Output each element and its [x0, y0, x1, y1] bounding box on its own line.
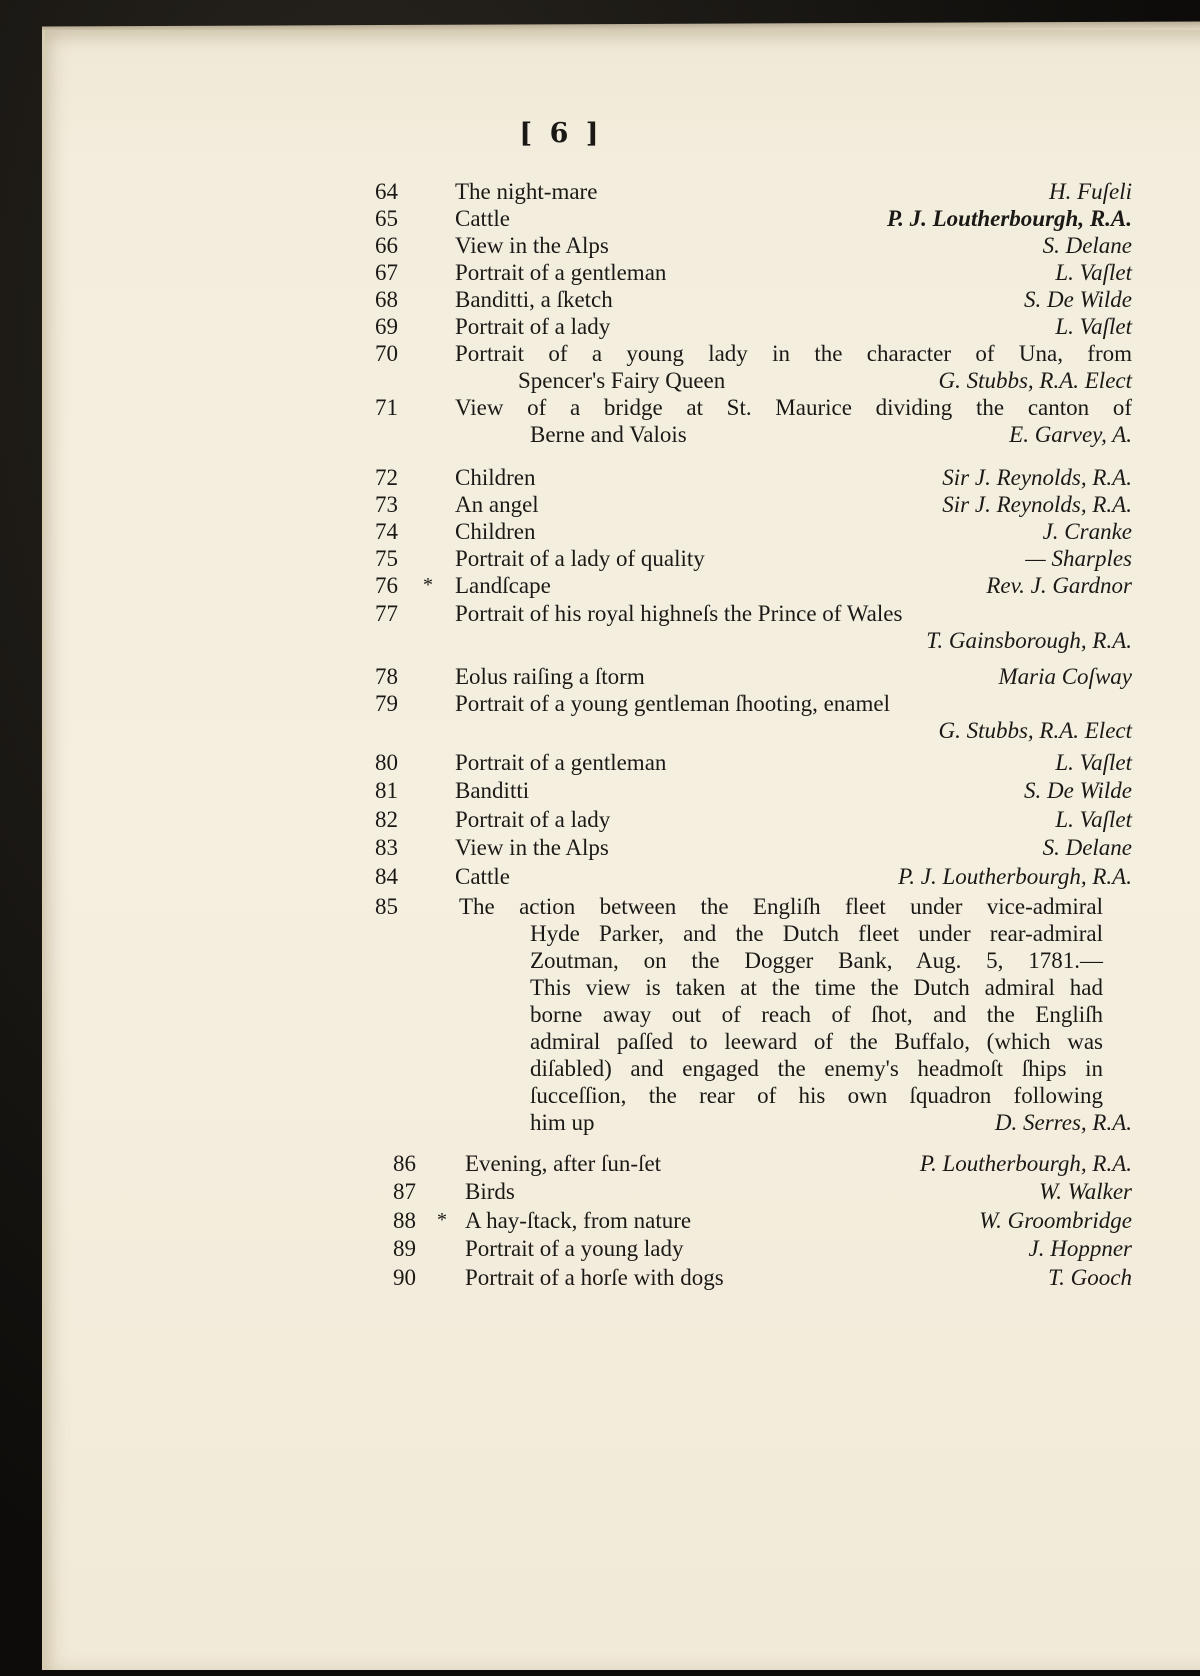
entry-title: Birds	[465, 1179, 515, 1204]
catalogue-entry	[0, 1235, 1200, 1262]
entry-title: View of a bridge at St. Maurice dividing the canton of	[455, 395, 1132, 420]
catalogue-entry	[0, 777, 1200, 804]
catalogue-entry	[0, 663, 1200, 690]
entry-artist: P. J. Loutherbourgh, R.A.	[887, 206, 1132, 231]
entry-number: 78	[375, 664, 398, 689]
catalogue-entry	[0, 464, 1200, 491]
entry-title: Portrait of a horſe with dogs	[465, 1265, 724, 1290]
entry-number: 75	[375, 546, 398, 571]
entry-title: Children	[455, 465, 536, 490]
entry-artist: S. De Wilde	[1024, 287, 1132, 312]
entry-artist: S. Delane	[1042, 835, 1132, 860]
entry-artist: G. Stubbs, R.A. Elect	[938, 718, 1132, 743]
page-number-header: [ 6 ]	[519, 118, 603, 149]
entry-number: 73	[375, 492, 398, 517]
entry-number: 64	[375, 179, 398, 204]
entry-title: Portrait of a lady	[455, 314, 611, 339]
entry-artist: J. Hoppner	[1028, 1236, 1132, 1261]
entry-title: Portrait of a lady	[455, 807, 611, 832]
entry-number: 67	[375, 260, 398, 285]
entry-number: 88	[393, 1208, 416, 1233]
entry-title: Evening, after ſun-ſet	[465, 1151, 662, 1176]
catalogue-entry	[0, 572, 1200, 599]
entry-artist: Rev. J. Gardnor	[986, 573, 1132, 598]
entry-artist: Maria Coſway	[998, 664, 1132, 689]
entry-number: 90	[393, 1265, 416, 1290]
entry-title: Banditti, a ſketch	[455, 287, 613, 312]
catalogue-entry	[0, 834, 1200, 861]
entry-title: View in the Alps	[455, 835, 609, 860]
entry-number: 82	[375, 807, 398, 832]
catalogue-entry	[0, 259, 1200, 286]
entry-number: 74	[375, 519, 398, 544]
entry-number: 76	[375, 573, 398, 598]
entry-artist: S. Delane	[1042, 233, 1132, 258]
entry-title-continuation: Hyde Parker, and the Dutch fleet under rear-admiral	[530, 921, 1103, 946]
entry-number: 83	[375, 835, 398, 860]
entry-number: 81	[375, 778, 398, 803]
entry-title: Portrait of his royal highneſs the Prince of Wales	[455, 601, 903, 626]
entry-number: 80	[375, 750, 398, 775]
asterisk-mark: *	[423, 574, 433, 596]
catalogue-entry	[0, 178, 1200, 205]
entry-artist: L. Vaſlet	[1055, 260, 1132, 285]
entry-artist: L. Vaſlet	[1055, 750, 1132, 775]
entry-title: The action between the Engliſh fleet under vice-admiral	[459, 894, 1103, 919]
catalogue-entry	[0, 518, 1200, 545]
entry-artist: L. Vaſlet	[1055, 314, 1132, 339]
catalogue-entry	[0, 394, 1200, 448]
entry-artist: — Sharples	[1025, 546, 1132, 571]
entry-title: The night-mare	[455, 179, 598, 204]
entry-title-continuation: This view is taken at the time the Dutch admiral had	[530, 975, 1103, 1000]
catalogue-entry	[0, 806, 1200, 833]
entry-title-continuation: borne away out of reach of ſhot, and the Engliſh	[530, 1002, 1103, 1027]
entry-title: Portrait of a lady of quality	[455, 546, 705, 571]
entry-number: 71	[375, 395, 398, 420]
entry-title: An angel	[455, 492, 539, 517]
entry-title: Portrait of a gentleman	[455, 260, 667, 285]
entry-number: 70	[375, 341, 398, 366]
entry-artist: W. Walker	[1039, 1179, 1132, 1204]
catalogue-entry	[0, 340, 1200, 394]
entry-artist: T. Gooch	[1048, 1265, 1132, 1290]
entry-artist: P. Loutherbourgh, R.A.	[919, 1151, 1132, 1176]
entry-number: 85	[375, 894, 398, 919]
entry-title-continuation: Zoutman, on the Dogger Bank, Aug. 5, 1781.—	[530, 948, 1103, 973]
entry-number: 77	[375, 601, 398, 626]
entry-artist: Sir J. Reynolds, R.A.	[942, 465, 1132, 490]
entry-number: 65	[375, 206, 398, 231]
catalogue-entry	[0, 893, 1200, 1136]
catalogue-entry	[0, 286, 1200, 313]
entry-number: 79	[375, 691, 398, 716]
catalogue-entry	[0, 491, 1200, 518]
entry-number: 89	[393, 1236, 416, 1261]
catalogue-entry	[0, 545, 1200, 572]
entry-title-continuation: him up	[530, 1110, 595, 1135]
entry-title: Portrait of a young gentleman ſhooting, enamel	[455, 691, 890, 716]
entry-title: Eolus raiſing a ſtorm	[455, 664, 645, 689]
entry-title-continuation: ſucceſſion, the rear of his own ſquadron following	[530, 1083, 1103, 1108]
entry-artist: J. Cranke	[1042, 519, 1132, 544]
entry-title: Cattle	[455, 206, 510, 231]
entry-title-continuation: diſabled) and engaged the enemy's headmoſt ſhips in	[530, 1056, 1103, 1081]
entry-number: 66	[375, 233, 398, 258]
catalogue-entry	[0, 1207, 1200, 1234]
entry-artist: W. Groombridge	[979, 1208, 1132, 1233]
entry-artist: T. Gainsborough, R.A.	[926, 628, 1132, 653]
entry-artist: L. Vaſlet	[1055, 807, 1132, 832]
entry-artist: E. Garvey, A.	[1009, 422, 1132, 447]
catalogue-entry	[0, 600, 1200, 654]
catalogue-entry	[0, 1264, 1200, 1291]
entry-title: Banditti	[455, 778, 530, 803]
entry-title: Cattle	[455, 864, 510, 889]
entry-number: 87	[393, 1179, 416, 1204]
entry-title: View in the Alps	[455, 233, 609, 258]
entry-title: Portrait of a gentleman	[455, 750, 667, 775]
entry-title-continuation: Berne and Valois	[530, 422, 687, 447]
entry-artist: S. De Wilde	[1024, 778, 1132, 803]
entry-number: 69	[375, 314, 398, 339]
entry-number: 68	[375, 287, 398, 312]
catalogue-entry	[0, 749, 1200, 776]
entry-number: 86	[393, 1151, 416, 1176]
catalogue-entry	[0, 863, 1200, 890]
entry-number: 84	[375, 864, 398, 889]
entry-title: Portrait of a young lady	[465, 1236, 684, 1261]
entry-title: Landſcape	[455, 573, 551, 598]
entry-title: A hay-ſtack, from nature	[465, 1208, 692, 1233]
catalogue-entry	[0, 232, 1200, 259]
entry-artist: H. Fuſeli	[1048, 179, 1132, 204]
catalogue-entry	[0, 1150, 1200, 1177]
entry-title: Portrait of a young lady in the character of Una, from	[455, 341, 1132, 366]
entry-artist: Sir J. Reynolds, R.A.	[942, 492, 1132, 517]
entry-title-continuation: Spencer's Fairy Queen	[518, 368, 726, 393]
catalogue-entry	[0, 690, 1200, 744]
entry-title: Children	[455, 519, 536, 544]
entry-artist: G. Stubbs, R.A. Elect	[938, 368, 1132, 393]
entry-number: 72	[375, 465, 398, 490]
entry-artist: D. Serres, R.A.	[994, 1110, 1132, 1135]
entry-artist: P. J. Loutherbourgh, R.A.	[898, 864, 1132, 889]
entry-title-continuation: admiral paſſed to leeward of the Buffalo, (which was	[530, 1029, 1103, 1054]
catalogue-entry	[0, 1178, 1200, 1205]
asterisk-mark: *	[437, 1209, 447, 1231]
catalogue-entry	[0, 313, 1200, 340]
catalogue-entry	[0, 205, 1200, 232]
